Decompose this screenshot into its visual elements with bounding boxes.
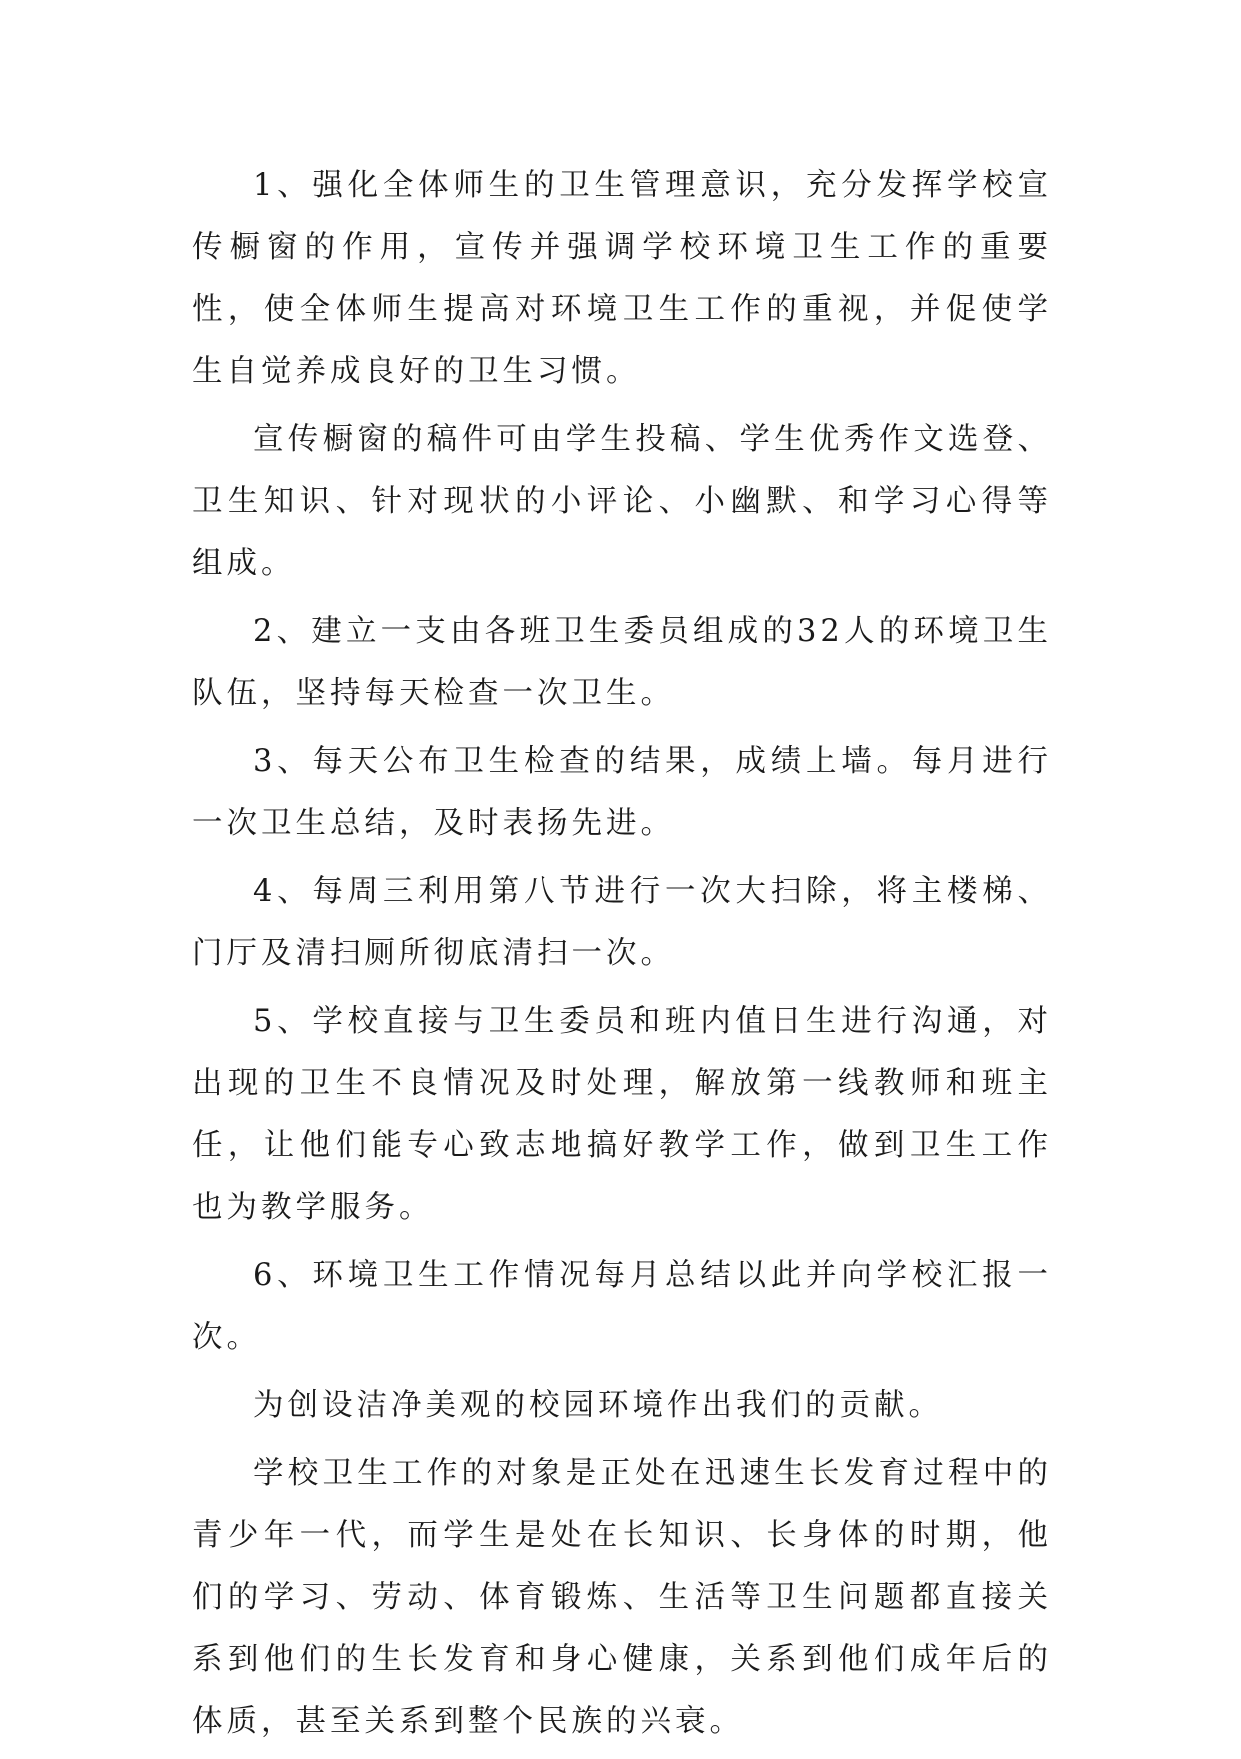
paragraph-item-4: 4、每周三利用第八节进行一次大扫除，将主楼梯、门厅及清扫厕所彻底清扫一次。 (192, 874, 1052, 971)
paragraph-item-6: 6、环境卫生工作情况每月总结以此并向学校汇报一次。 (192, 1258, 1052, 1355)
document-body (192, 155, 1052, 1759)
paragraph-item-5: 5、学校直接与卫生委员和班内值日生进行沟通，对出现的卫生不良情况及时处理，解放第一线教师和班主任，让他们能专心致志地搞好教学工作，做到卫生工作也为教学服务。 (192, 1004, 1052, 1225)
paragraph-contribution: 为创设洁净美观的校园环境作出我们的贡献。 (253, 1388, 943, 1423)
paragraph-item-2: 2、建立一支由各班卫生委员组成的32人的环境卫生队伍，坚持每天检查一次卫生。 (192, 614, 1052, 711)
paragraph-item-1: 1、强化全体师生的卫生管理意识，充分发挥学校宣传橱窗的作用，宣传并强调学校环境卫生工作的重要性，使全体师生提高对环境卫生工作的重视，并促使学生自觉养成良好的卫生习惯。 (192, 168, 1052, 389)
paragraph-item-3: 3、每天公布卫生检查的结果，成绩上墙。每月进行一次卫生总结，及时表扬先进。 (192, 744, 1052, 841)
paragraph-showcase-manuscripts: 宣传橱窗的稿件可由学生投稿、学生优秀作文选登、卫生知识、针对现状的小评论、小幽默、和学习心得等组成。 (192, 422, 1052, 581)
paragraph-school-hygiene-target: 学校卫生工作的对象是正处在迅速生长发育过程中的青少年一代，而学生是处在长知识、长身体的时期，他们的学习、劳动、体育锻炼、生活等卫生问题都直接关系到他们的生长发育和身心健康，关系到他们成年后的体质，甚至关系到整个民族的兴衰。 (192, 1456, 1052, 1739)
